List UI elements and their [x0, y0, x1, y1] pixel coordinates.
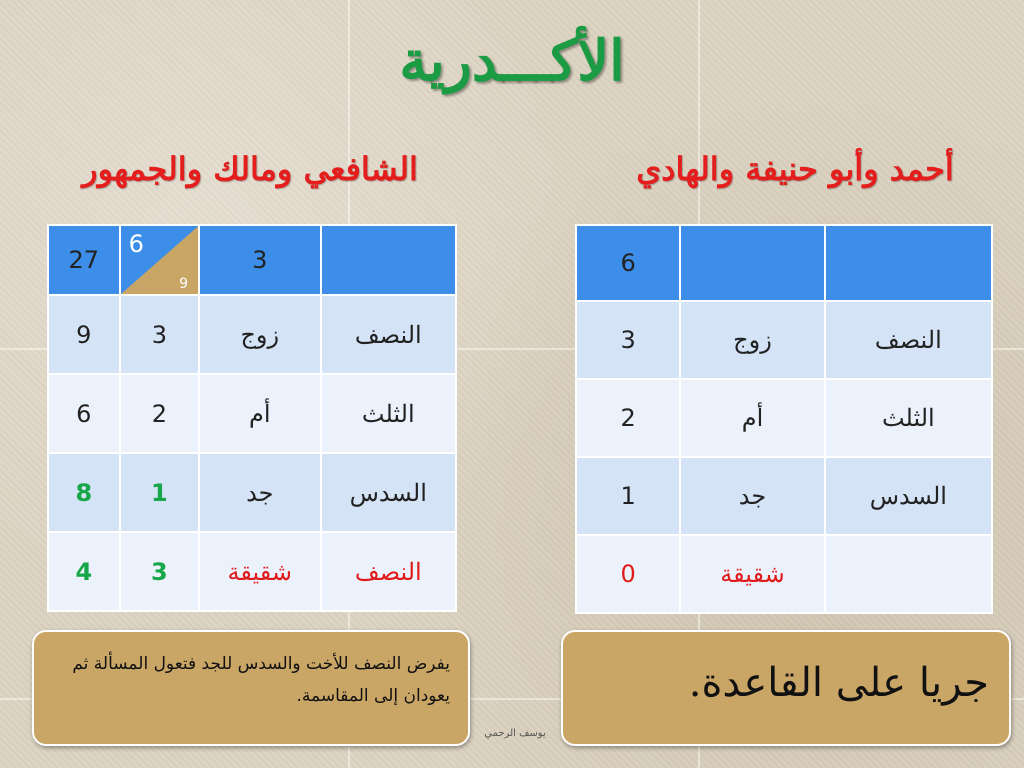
table-cell	[825, 225, 992, 301]
heir-cell: أم	[199, 374, 320, 453]
table-header-row	[48, 225, 456, 295]
table-row	[576, 379, 992, 457]
table-cell: 1	[576, 457, 680, 535]
heading-left: الشافعي ومالك والجمهور	[82, 150, 418, 188]
table-cell: 6	[576, 225, 680, 301]
table-row	[576, 535, 992, 613]
heir-cell: أم	[680, 379, 824, 457]
share-cell: النصف	[321, 295, 456, 374]
page-title: الأكـــدرية	[399, 28, 625, 94]
table-cell: 3	[120, 295, 199, 374]
table-cell: 2	[120, 374, 199, 453]
author-credit: يوسف الرحمي	[484, 728, 546, 739]
note-box-right	[561, 630, 1011, 746]
share-cell: الثلث	[825, 379, 992, 457]
share-cell: الثلث	[321, 374, 456, 453]
table-row	[576, 301, 992, 379]
split-top-value: 6	[128, 230, 144, 258]
table-cell	[680, 225, 824, 301]
table-row	[48, 453, 456, 532]
split-bottom-value: 9	[179, 276, 189, 292]
share-cell: النصف	[321, 532, 456, 611]
share-cell: السدس	[321, 453, 456, 532]
heir-cell: زوج	[680, 301, 824, 379]
table-cell	[321, 225, 456, 295]
note-text-left: يفرض النصف للأخت والسدس للجد فتعول المسألة ثم يعودان إلى المقاسمة.	[72, 654, 450, 706]
table-cell: 0	[576, 535, 680, 613]
table-row	[48, 295, 456, 374]
table-cell: 3	[576, 301, 680, 379]
table-cell: 3	[120, 532, 199, 611]
table-row	[48, 532, 456, 611]
left-table	[47, 224, 457, 612]
heading-right: أحمد وأبو حنيفة والهادي	[636, 150, 954, 188]
table-cell: 8	[48, 453, 120, 532]
right-table	[575, 224, 993, 614]
table-header-row	[576, 225, 992, 301]
table-cell: 2	[576, 379, 680, 457]
table-cell: 9	[48, 295, 120, 374]
heir-cell: جد	[199, 453, 320, 532]
table-cell: 3	[199, 225, 320, 295]
table-row	[576, 457, 992, 535]
share-cell: النصف	[825, 301, 992, 379]
heir-cell: شقيقة	[680, 535, 824, 613]
table-cell: 1	[120, 453, 199, 532]
table-cell: 6	[48, 374, 120, 453]
note-text-right: جريا على القاعدة.	[688, 660, 989, 706]
table-cell: 27	[48, 225, 120, 295]
heir-cell: شقيقة	[199, 532, 320, 611]
table-row	[48, 374, 456, 453]
table-cell: 4	[48, 532, 120, 611]
note-box-left	[32, 630, 470, 746]
share-cell	[825, 535, 992, 613]
heir-cell: زوج	[199, 295, 320, 374]
heir-cell: جد	[680, 457, 824, 535]
split-cell	[120, 225, 199, 295]
share-cell: السدس	[825, 457, 992, 535]
